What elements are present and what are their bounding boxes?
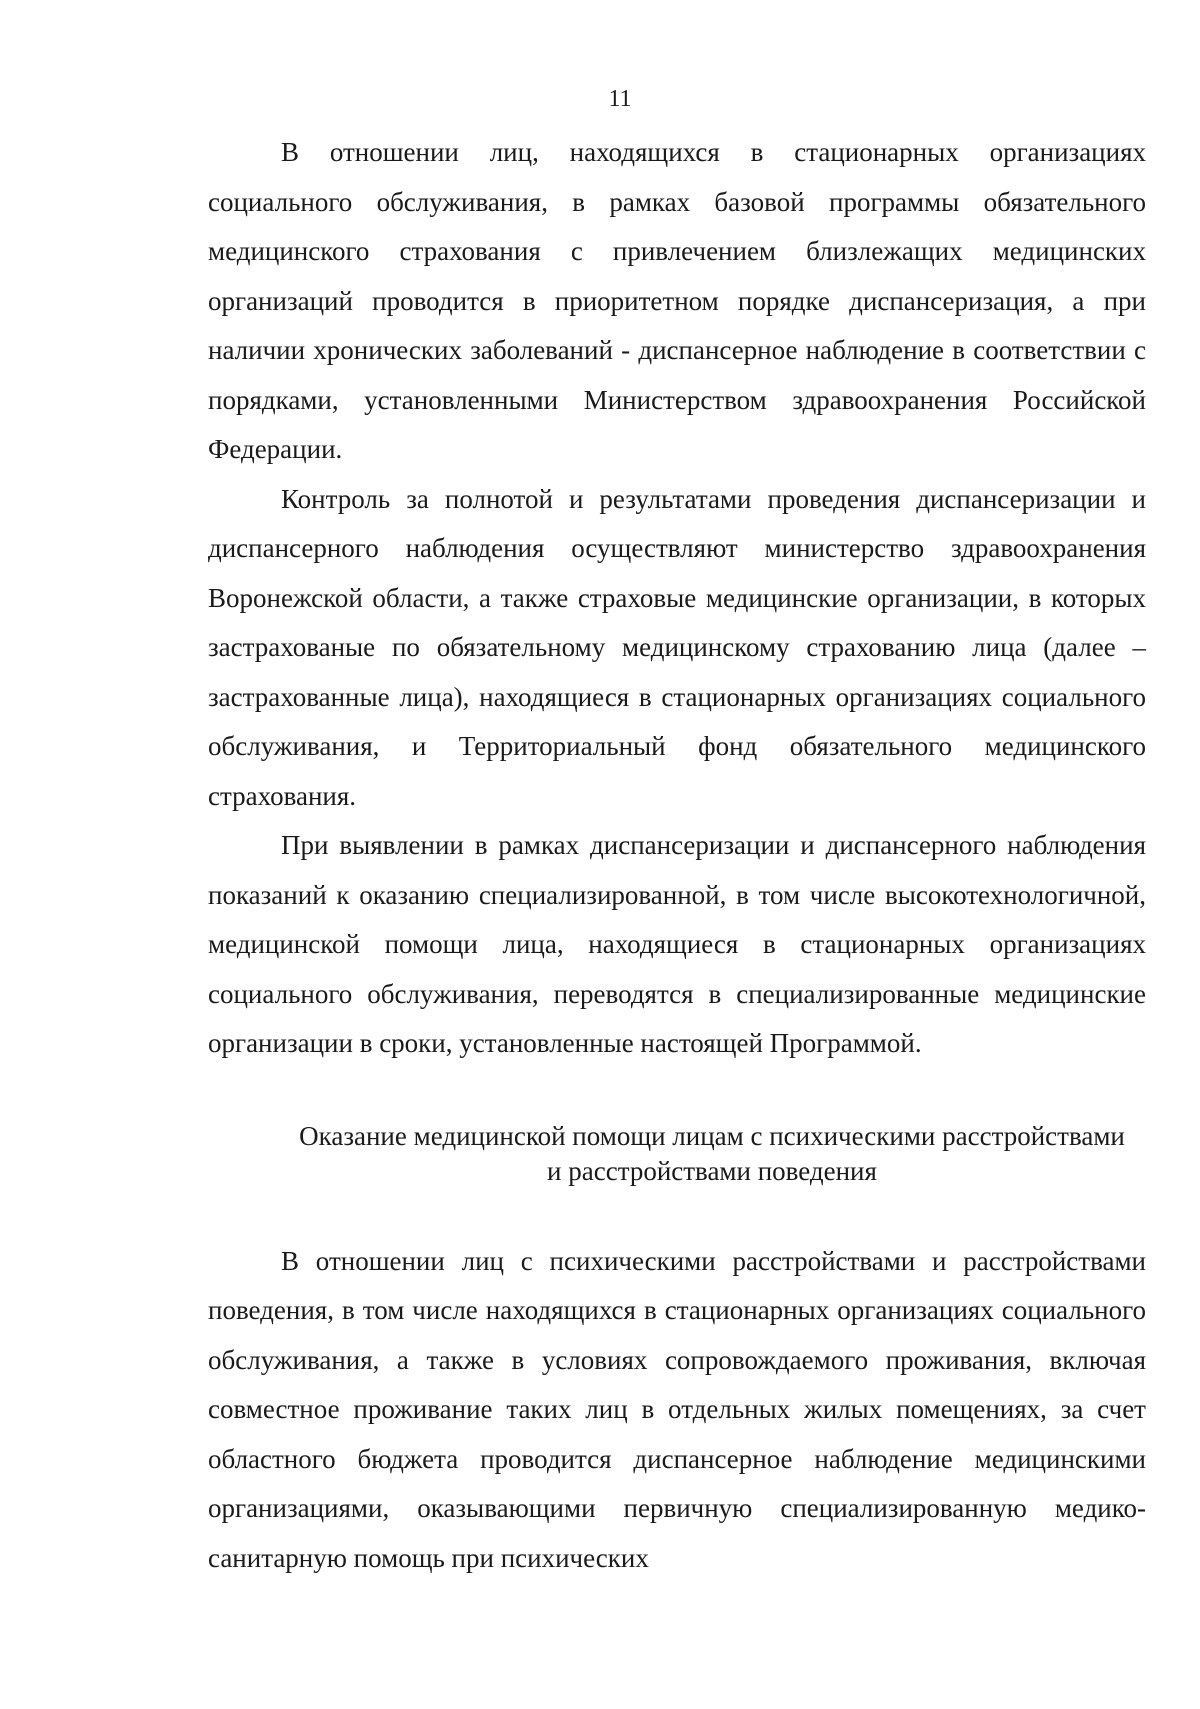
page-number: 11 [608,86,632,112]
paragraph-control: Контроль за полнотой и результатами проведения диспансеризации и диспансерного наблюдения осуществляют министерство здравоохранения Воронежской области, а также страховые медицинские организации, в которых застрахованые по обязательному медицинскому страхованию лица (далее – застрахованные лица), находящиеся в стационарных организациях социального обслуживания, и Территориальный фонд обязательного медицинского страхования. [208,483,1146,811]
section-heading-line-2: и расстройствами поведения [547,1155,877,1186]
document-body [208,128,1146,1583]
paragraph-transfer: При выявлении в рамках диспансеризации и диспансерного наблюдения показаний к оказанию специализированной, в том числе высокотехнологичной, медицинской помощи лица, находящиеся в стационарных организациях социального обслуживания, переводятся в специализированные медицинские организации в сроки, установленные настоящей Программой. [208,830,1146,1058]
paragraph-mental-disorders: В отношении лиц с психическими расстройствами и расстройствами поведения, в том числе находящихся в стационарных организациях социального обслуживания, а также в условиях сопровождаемого проживания, включая совместное проживание таких лиц в отдельных жилых помещениях, за счет областного бюджета проводится диспансерное наблюдение медицинскими организациями, оказывающими первичную специализированную медико-санитарную помощь при психических [208,1245,1146,1573]
section-heading-line-1: Оказание медицинской помощи лицам с психическими расстройствами [299,1120,1125,1151]
section-heading [208,1119,1146,1189]
paragraph-dispensary-social-care: В отношении лиц, находящихся в стационарных организациях социального обслуживания, в рамках базовой программы обязательного медицинского страхования с привлечением близлежащих медицинских организаций проводится в приоритетном порядке диспансеризация, а при наличии хронических заболеваний - диспансерное наблюдение в соответствии с порядками, установленными Министерством здравоохранения Российской Федерации. [208,137,1146,464]
